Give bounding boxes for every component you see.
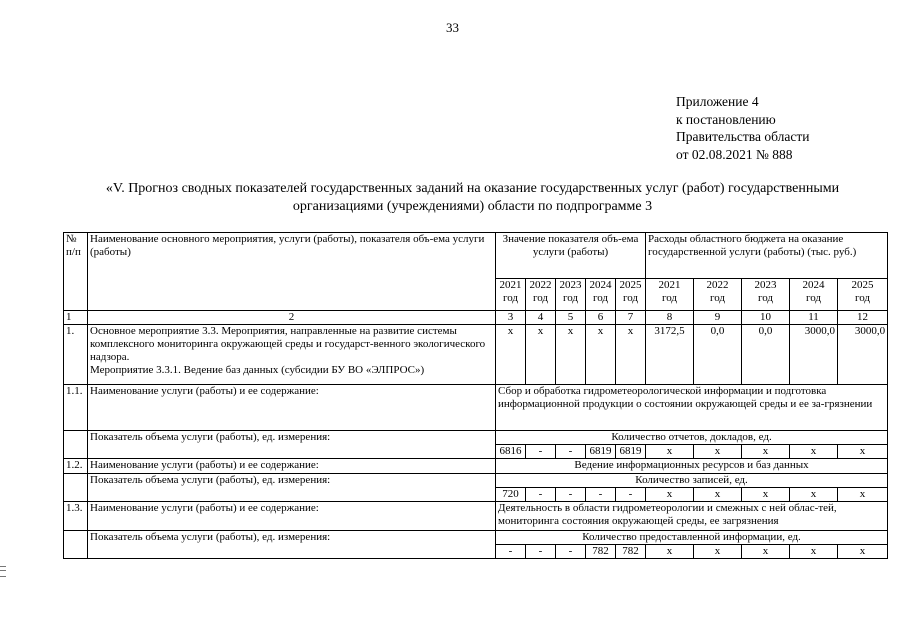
appendix-date-line: от 02.08.2021 № 888: [676, 146, 793, 162]
row-number: 1.: [64, 325, 88, 385]
volume-cell: x: [496, 325, 526, 385]
expense-cell: x: [694, 445, 742, 459]
indicator-unit: Количество отчетов, докладов, ед.: [496, 431, 888, 445]
scan-margin-mark: [0, 566, 6, 577]
indicator-row: [64, 531, 888, 545]
expense-cell: x: [694, 488, 742, 502]
volume-cell: -: [526, 445, 556, 459]
forecast-table: [63, 232, 888, 559]
page-number: 33: [446, 20, 459, 35]
year-header: 2022 год: [694, 279, 742, 311]
indicator-label: Показатель объема услуги (работы), ед. измерения:: [88, 431, 496, 459]
expense-cell: x: [838, 545, 888, 559]
year-header: 2025 год: [616, 279, 646, 311]
expense-cell: x: [742, 545, 790, 559]
service-content: Ведение информационных ресурсов и баз данных: [496, 459, 888, 474]
expense-cell: x: [838, 445, 888, 459]
appendix-line: Правительства области: [676, 129, 810, 144]
volume-cell: 6819: [586, 445, 616, 459]
column-number: 2: [88, 311, 496, 325]
expense-cell: x: [646, 445, 694, 459]
column-number: 7: [616, 311, 646, 325]
column-number-row: [64, 311, 888, 325]
service-content: Деятельность в области гидрометеорологии и смежных с ней облас-тей, мониторинга состояния окружающей среды, ее загрязнения: [496, 502, 888, 531]
volume-cell: 782: [616, 545, 646, 559]
service-label: Наименование услуги (работы) и ее содержание:: [88, 459, 496, 474]
volume-cell: -: [526, 488, 556, 502]
indicator-unit: Количество предоставленной информации, ед.: [496, 531, 888, 545]
expense-cell: x: [646, 545, 694, 559]
document-title: [60, 180, 885, 215]
column-number: 4: [526, 311, 556, 325]
year-header: 2023 год: [742, 279, 790, 311]
volume-cell: 720: [496, 488, 526, 502]
expense-cell: 3172,5: [646, 325, 694, 385]
expense-cell: x: [790, 545, 838, 559]
year-header: 2024 год: [790, 279, 838, 311]
volume-cell: 6819: [616, 445, 646, 459]
title-line: «V. Прогноз сводных показателей государственных заданий на оказание государственных услуг (работ) государственными: [105, 181, 840, 196]
volume-cell: -: [526, 545, 556, 559]
volume-cell: 782: [586, 545, 616, 559]
volume-cell: x: [556, 325, 586, 385]
measure-name: Основное мероприятие 3.3. Мероприятия, направленные на развитие системы комплексного мониторинга окружающей среды и государст-венного экологического надзора. Мероприятие 3.3.1. Ведение баз данных (субсидии БУ ВО «ЭЛПРОС»): [88, 325, 496, 385]
column-number: 10: [742, 311, 790, 325]
expense-cell: 0,0: [694, 325, 742, 385]
header-expense: Расходы областного бюджета на оказание государственной услуги (работы) (тыс. руб.): [646, 233, 888, 279]
row-number-empty: [64, 474, 88, 502]
volume-cell: -: [496, 545, 526, 559]
appendix-line: Приложение 4: [676, 94, 759, 109]
volume-cell: -: [556, 445, 586, 459]
year-header: 2021 год: [496, 279, 526, 311]
year-header: 2025 год: [838, 279, 888, 311]
row-number: 1.3.: [64, 502, 88, 531]
appendix-block: [676, 93, 809, 163]
expense-cell: x: [694, 545, 742, 559]
expense-cell: 3000,0: [838, 325, 888, 385]
volume-cell: x: [586, 325, 616, 385]
year-header: 2023 год: [556, 279, 586, 311]
expense-cell: x: [838, 488, 888, 502]
column-number: 1: [64, 311, 88, 325]
appendix-line: к постановлению: [676, 111, 776, 127]
service-label: Наименование услуги (работы) и ее содержание:: [88, 502, 496, 531]
title-line: организациями (учреждениями) области по подпрограмме 3: [292, 198, 653, 214]
expense-cell: x: [742, 488, 790, 502]
service-row: [64, 502, 888, 531]
indicator-label: Показатель объема услуги (работы), ед. измерения:: [88, 531, 496, 559]
row-number: 1.1.: [64, 385, 88, 431]
volume-cell: 6816: [496, 445, 526, 459]
expense-cell: 3000,0: [790, 325, 838, 385]
row-number-empty: [64, 431, 88, 459]
volume-cell: x: [526, 325, 556, 385]
header-number: № п/п: [64, 233, 88, 311]
indicator-row: [64, 431, 888, 445]
measure-row: [64, 325, 888, 385]
year-header: 2022 год: [526, 279, 556, 311]
expense-cell: x: [742, 445, 790, 459]
table-header-row: [64, 233, 888, 279]
column-number: 3: [496, 311, 526, 325]
service-row: [64, 385, 888, 431]
column-number: 11: [790, 311, 838, 325]
row-number-empty: [64, 531, 88, 559]
volume-cell: -: [556, 545, 586, 559]
expense-cell: x: [790, 445, 838, 459]
column-number: 9: [694, 311, 742, 325]
volume-cell: -: [556, 488, 586, 502]
column-number: 8: [646, 311, 694, 325]
year-header: 2024 год: [586, 279, 616, 311]
expense-cell: x: [790, 488, 838, 502]
service-content: Сбор и обработка гидрометеорологической информации и подготовка информационной продукции о состоянии окружающей среды и ее за-грязнении: [496, 385, 888, 431]
year-header: 2021 год: [646, 279, 694, 311]
indicator-unit: Количество записей, ед.: [496, 474, 888, 488]
column-number: 6: [586, 311, 616, 325]
service-label: Наименование услуги (работы) и ее содержание:: [88, 385, 496, 431]
expense-cell: x: [646, 488, 694, 502]
volume-cell: -: [616, 488, 646, 502]
row-number: 1.2.: [64, 459, 88, 474]
header-volume: Значение показателя объ-ема услуги (работы): [496, 233, 646, 279]
volume-cell: -: [586, 488, 616, 502]
header-name: Наименование основного мероприятия, услуги (работы), показателя объ-ема услуги (работы): [88, 233, 496, 311]
indicator-label: Показатель объема услуги (работы), ед. измерения:: [88, 474, 496, 502]
column-number: 12: [838, 311, 888, 325]
service-row: [64, 459, 888, 474]
column-number: 5: [556, 311, 586, 325]
expense-cell: 0,0: [742, 325, 790, 385]
volume-cell: x: [616, 325, 646, 385]
indicator-row: [64, 474, 888, 488]
sub-measure-name: Мероприятие 3.3.1. Ведение баз данных (субсидии БУ ВО «ЭЛПРОС»): [90, 364, 425, 376]
